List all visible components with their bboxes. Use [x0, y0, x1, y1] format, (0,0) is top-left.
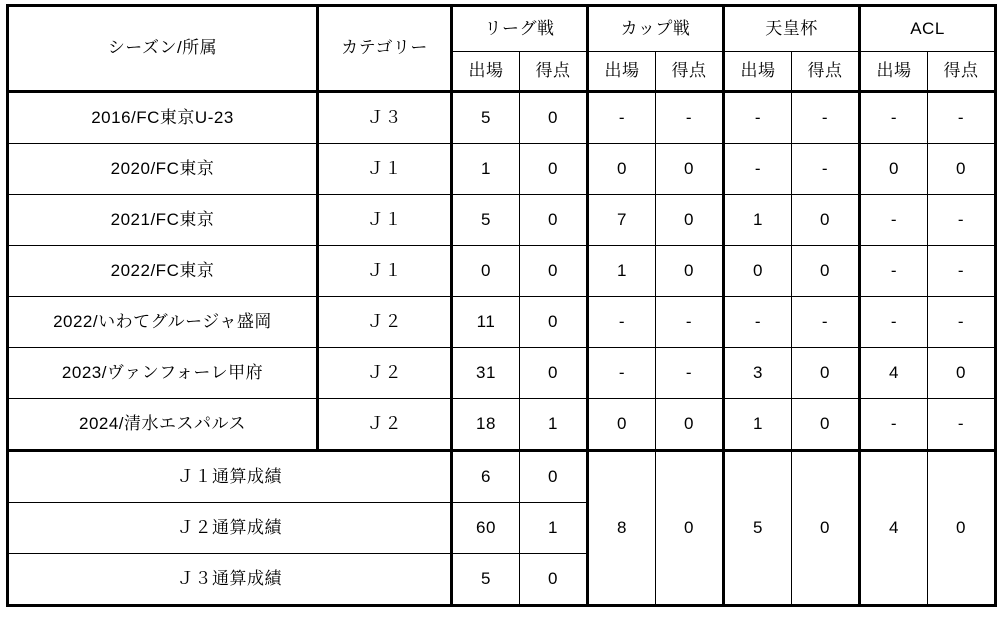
header-category: カテゴリー [318, 6, 452, 92]
cell-league-goals: 0 [520, 348, 588, 399]
cell-emperor-goals: - [792, 144, 860, 195]
cell-acl-goals: 0 [928, 348, 996, 399]
table-row [8, 92, 996, 144]
cell-emperor-appearances: 1 [724, 399, 792, 451]
cell-league-goals: 0 [520, 92, 588, 144]
table-row [8, 297, 996, 348]
cell-total-league-appearances: 6 [452, 451, 520, 503]
cell-cup-goals: 0 [656, 144, 724, 195]
cell-category: Ｊ３ [318, 92, 452, 144]
header-emperor-goals: 得点 [792, 52, 860, 92]
cell-acl-goals: - [928, 195, 996, 246]
cell-emperor-goals: - [792, 297, 860, 348]
cell-season: 2021/FC東京 [8, 195, 318, 246]
cell-cup-appearances: 0 [588, 144, 656, 195]
header-group-league: リーグ戦 [452, 6, 588, 52]
cell-category: Ｊ１ [318, 195, 452, 246]
cell-league-appearances: 5 [452, 92, 520, 144]
cell-total-label: Ｊ２通算成績 [8, 503, 452, 554]
header-cup-appearances: 出場 [588, 52, 656, 92]
cell-total-label: Ｊ１通算成績 [8, 451, 452, 503]
cell-category: Ｊ２ [318, 297, 452, 348]
header-group-emperor-cup: 天皇杯 [724, 6, 860, 52]
cell-acl-appearances: - [860, 297, 928, 348]
cell-emperor-appearances: - [724, 144, 792, 195]
cell-cup-goals: - [656, 348, 724, 399]
cell-cup-appearances: - [588, 348, 656, 399]
table-row [8, 348, 996, 399]
cell-emperor-goals: 0 [792, 195, 860, 246]
cell-league-goals: 0 [520, 246, 588, 297]
cell-cup-goals: 0 [656, 246, 724, 297]
table-row [8, 246, 996, 297]
cell-league-goals: 1 [520, 399, 588, 451]
cell-season: 2023/ヴァンフォーレ甲府 [8, 348, 318, 399]
header-acl-goals: 得点 [928, 52, 996, 92]
cell-total-emperor-goals: 0 [792, 451, 860, 606]
total-row [8, 451, 996, 503]
cell-league-appearances: 11 [452, 297, 520, 348]
cell-cup-goals: - [656, 92, 724, 144]
cell-total-label: Ｊ３通算成績 [8, 554, 452, 606]
cell-category: Ｊ２ [318, 348, 452, 399]
cell-acl-appearances: - [860, 399, 928, 451]
cell-total-league-appearances: 5 [452, 554, 520, 606]
cell-total-league-goals: 0 [520, 451, 588, 503]
header-emperor-appearances: 出場 [724, 52, 792, 92]
cell-cup-appearances: 1 [588, 246, 656, 297]
cell-acl-appearances: - [860, 92, 928, 144]
cell-league-appearances: 0 [452, 246, 520, 297]
cell-league-goals: 0 [520, 297, 588, 348]
cell-total-league-goals: 0 [520, 554, 588, 606]
cell-league-appearances: 1 [452, 144, 520, 195]
cell-acl-goals: - [928, 297, 996, 348]
cell-acl-goals: - [928, 399, 996, 451]
cell-emperor-appearances: - [724, 92, 792, 144]
cell-acl-goals: - [928, 92, 996, 144]
cell-cup-appearances: 7 [588, 195, 656, 246]
cell-acl-appearances: - [860, 246, 928, 297]
cell-cup-appearances: 0 [588, 399, 656, 451]
cell-cup-appearances: - [588, 92, 656, 144]
cell-total-acl-appearances: 4 [860, 451, 928, 606]
cell-acl-appearances: - [860, 195, 928, 246]
table-header-row-groups [8, 6, 996, 52]
cell-emperor-appearances: - [724, 297, 792, 348]
cell-acl-appearances: 0 [860, 144, 928, 195]
cell-emperor-appearances: 0 [724, 246, 792, 297]
header-season: シーズン/所属 [8, 6, 318, 92]
cell-acl-goals: - [928, 246, 996, 297]
cell-league-goals: 0 [520, 195, 588, 246]
cell-season: 2022/FC東京 [8, 246, 318, 297]
cell-season: 2022/いわてグルージャ盛岡 [8, 297, 318, 348]
header-acl-appearances: 出場 [860, 52, 928, 92]
header-league-appearances: 出場 [452, 52, 520, 92]
header-group-acl: ACL [860, 6, 996, 52]
cell-league-appearances: 31 [452, 348, 520, 399]
cell-category: Ｊ１ [318, 246, 452, 297]
cell-cup-goals: 0 [656, 195, 724, 246]
cell-acl-goals: 0 [928, 144, 996, 195]
cell-emperor-goals: - [792, 92, 860, 144]
cell-season: 2024/清水エスパルス [8, 399, 318, 451]
header-group-cup: カップ戦 [588, 6, 724, 52]
table-row [8, 195, 996, 246]
header-league-goals: 得点 [520, 52, 588, 92]
cell-acl-appearances: 4 [860, 348, 928, 399]
table-row [8, 399, 996, 451]
cell-season: 2020/FC東京 [8, 144, 318, 195]
cell-season: 2016/FC東京U-23 [8, 92, 318, 144]
cell-total-league-appearances: 60 [452, 503, 520, 554]
cell-emperor-goals: 0 [792, 246, 860, 297]
cell-total-cup-appearances: 8 [588, 451, 656, 606]
cell-league-appearances: 18 [452, 399, 520, 451]
career-stats-table [6, 4, 997, 607]
cell-emperor-goals: 0 [792, 348, 860, 399]
cell-league-goals: 0 [520, 144, 588, 195]
cell-cup-appearances: - [588, 297, 656, 348]
table-row [8, 144, 996, 195]
cell-total-cup-goals: 0 [656, 451, 724, 606]
cell-emperor-goals: 0 [792, 399, 860, 451]
cell-cup-goals: - [656, 297, 724, 348]
header-cup-goals: 得点 [656, 52, 724, 92]
cell-league-appearances: 5 [452, 195, 520, 246]
cell-emperor-appearances: 3 [724, 348, 792, 399]
cell-total-acl-goals: 0 [928, 451, 996, 606]
cell-total-emperor-appearances: 5 [724, 451, 792, 606]
cell-category: Ｊ１ [318, 144, 452, 195]
cell-cup-goals: 0 [656, 399, 724, 451]
cell-category: Ｊ２ [318, 399, 452, 451]
cell-total-league-goals: 1 [520, 503, 588, 554]
cell-emperor-appearances: 1 [724, 195, 792, 246]
